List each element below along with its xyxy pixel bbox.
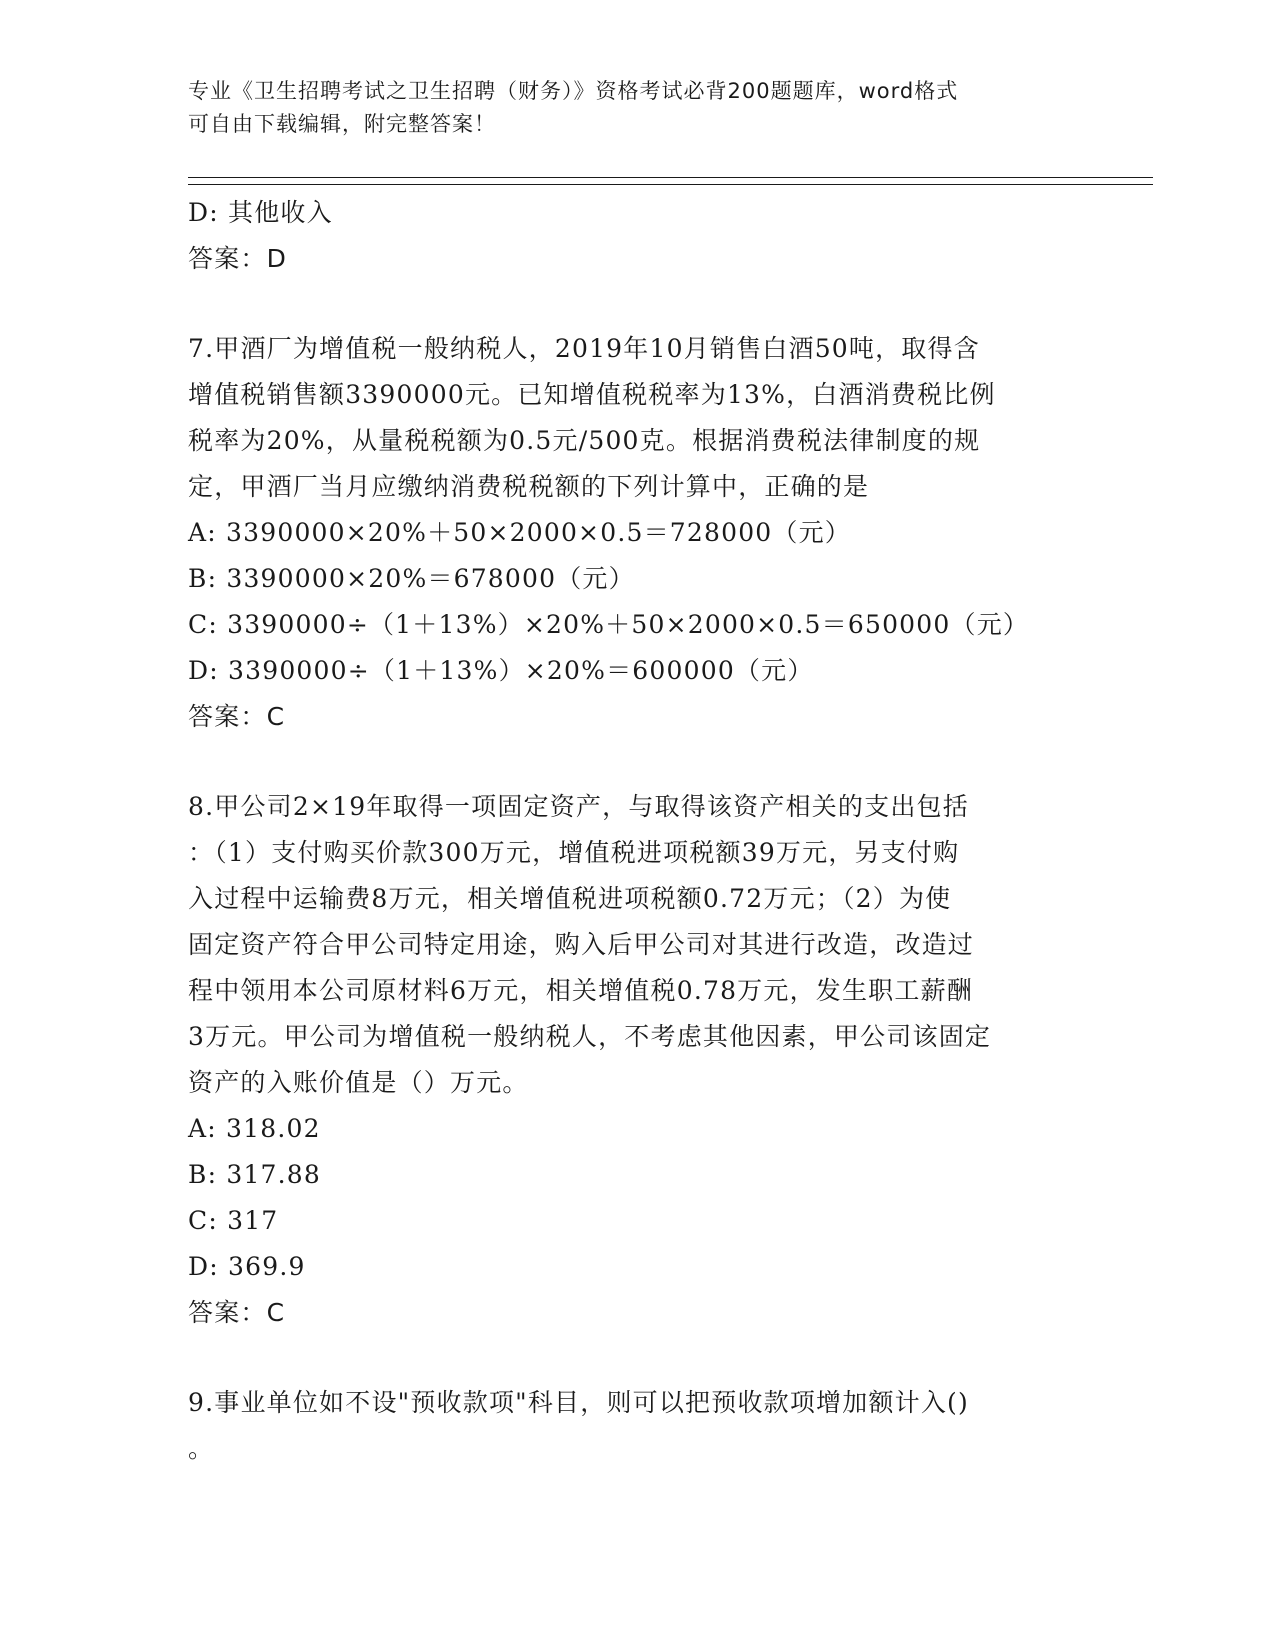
- question-text-line: 程中领用本公司原材料6万元，相关增值税0.78万元，发生职工薪酬: [188, 976, 973, 1005]
- option-d: D: 369.9: [188, 1252, 306, 1281]
- option-d: D: 3390000÷（1＋13%）×20%＝600000（元）: [188, 656, 814, 685]
- question-text-line: 8.甲公司2×19年取得一项固定资产，与取得该资产相关的支出包括: [188, 792, 969, 821]
- option-c: C: 317: [188, 1206, 279, 1235]
- question-text-line: 增值税销售额3390000元。已知增值税税率为13%，白酒消费税比例: [188, 380, 996, 409]
- question-text-line: 。: [188, 1434, 215, 1463]
- question-text-line: 入过程中运输费8万元，相关增值税进项税额0.72万元；（2）为使: [188, 884, 952, 913]
- header-divider: [188, 177, 1153, 185]
- option-a: A: 3390000×20%＋50×2000×0.5＝728000（元）: [188, 518, 852, 547]
- question-text-line: 固定资产符合甲公司特定用途，购入后甲公司对其进行改造，改造过: [188, 930, 975, 959]
- spacer: [188, 282, 1088, 326]
- document-body: [188, 190, 1088, 1472]
- question-8: [188, 784, 1088, 1336]
- question-text-line: 税率为20%，从量税税额为0.5元/500克。根据消费税法律制度的规: [188, 426, 981, 455]
- question-text-line: 7.甲酒厂为增值税一般纳税人，2019年10月销售白酒50吨，取得含: [188, 334, 980, 363]
- option-b: B: 3390000×20%＝678000（元）: [188, 564, 635, 593]
- option-d: D: 其他收入: [188, 198, 333, 227]
- answer-label: 答案：D: [188, 244, 288, 273]
- answer-label: 答案：C: [188, 1298, 286, 1327]
- question-9: [188, 1380, 1088, 1472]
- option-b: B: 317.88: [188, 1160, 322, 1189]
- document-header: [188, 75, 1068, 141]
- question-text-line: 9.事业单位如不设"预收款项"科目，则可以把预收款项增加额计入(): [188, 1388, 969, 1417]
- header-line-1: 专业《卫生招聘考试之卫生招聘（财务）》资格考试必背200题题库，word格式: [188, 79, 959, 103]
- question-text-line: 定，甲酒厂当月应缴纳消费税税额的下列计算中，正确的是: [188, 472, 870, 501]
- question-7: [188, 326, 1088, 740]
- header-line-2: 可自由下载编辑，附完整答案！: [188, 112, 496, 136]
- question-text-line: 3万元。甲公司为增值税一般纳税人，不考虑其他因素，甲公司该固定: [188, 1022, 992, 1051]
- question-text-line: 资产的入账价值是（）万元。: [188, 1068, 529, 1097]
- question-text-line: ：（1）支付购买价款300万元，增值税进项税额39万元，另支付购: [188, 838, 960, 867]
- option-c: C: 3390000÷（1＋13%）×20%＋50×2000×0.5＝650000（元）: [188, 610, 1030, 639]
- spacer: [188, 740, 1088, 784]
- option-a: A: 318.02: [188, 1114, 321, 1143]
- spacer: [188, 1336, 1088, 1380]
- prev-question-tail: [188, 190, 1088, 282]
- answer-label: 答案：C: [188, 702, 286, 731]
